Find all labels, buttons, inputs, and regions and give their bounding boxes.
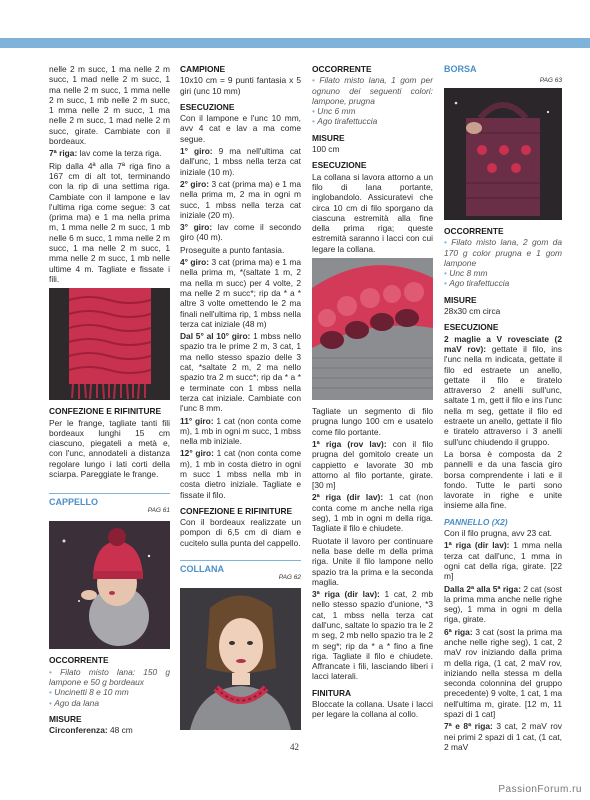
list-item: • Unc 6 mm [312, 106, 433, 116]
paragraph [444, 334, 562, 447]
row-text: 1 cat, 2 mb nello stesso spazio d'unione, *3 cat, 1 mbss nella terza cat dall'unc, saltate lo spazio tra le 2 m seg, 2 mb nello spazio tra le 2 m seg*; rip da * a * fino a fine riga. Tagliate il filo e chiudete. Affrancate i fili, lasciando liberi i lacci laterali. [312, 589, 433, 682]
row-label: 3° giro: [180, 222, 213, 233]
section-heading: OCCORRENTE [444, 226, 504, 236]
row-text: gettate il filo, ins l'unc nella m indicata, gettate il filo ed estraete un anello, gettate il filo e tiratelo attraverso 2 anelli sull'unc, saltate 1 m, gett il filo e ins l'unc nella m seg, gettate il filo ed estraete un anello, gettate il filo e tiratelo attraverso i 3 anelli sull'unc chiudendo il gruppo. [444, 343, 562, 447]
scarf-photo [49, 288, 170, 400]
top-accent-bar [0, 38, 590, 48]
page-reference: PAG 61 [147, 507, 170, 515]
watermark: PassionForum.ru [498, 784, 582, 795]
section-heading: ESECUZIONE [312, 160, 367, 171]
row-text: 3 cat (prima ma) e 1 ma nella prima m, 2 ma in ogni m succ, 1 mbss nella terza cat iniziale (20 m). [180, 178, 301, 220]
paragraph: Con il lampone e l'unc 10 mm, avv 4 cat e lav a ma come segue. [180, 113, 301, 144]
list-item: • Ago tirafettuccia [444, 278, 562, 288]
row-label: 1° giro: [180, 146, 213, 157]
row-label: 12° giro: [180, 448, 214, 459]
necklace-detail-illustration [312, 258, 433, 400]
row-label: 3ª riga (dir lav): [312, 589, 380, 600]
list-item: • Ago tirafettuccia [312, 116, 433, 126]
paragraph [312, 589, 433, 682]
section-header-borsa [444, 64, 562, 84]
paragraph: 10x10 cm = 9 punti fantasia x 5 giri (unc 10 mm) [180, 75, 301, 96]
row-text: 9 ma nell'ultima cat dall'unc, 1 mbss nella terza cat iniziale (10 m). [180, 146, 301, 177]
hat-illustration [49, 521, 170, 649]
scarf-illustration [49, 288, 170, 400]
list-item: • Unc 8 mm [444, 268, 562, 278]
section-heading: MISURE [444, 294, 477, 305]
section-header-cappello [49, 493, 170, 517]
row-text: 3 cat (prima ma) e 1 ma nella prima m, *(saltate 1 m, 2 ma nella m succ) per 4 volte, 2 ma nelle 2 m succ*; rip da * a * altre 3 volte omettendo le 2 ma finali nell'ultima rip, 1 mbss nella terza cat iniziale (48 m) [180, 257, 301, 329]
row-text: lav come la terza riga. [77, 148, 162, 159]
row-text: 1 cat (non conta come m anche nella riga seg), 1 mb in ogni m della riga. Tagliate il filo e chiudete. [312, 492, 434, 534]
list-item: • Filato misto lana: 150 g lampone e 50 g bordeaux [49, 667, 170, 688]
row-text: 2 cat (sost la prima mma anche nelle righe seg), 1 mma in ogni m della riga, girate. [444, 583, 562, 625]
paragraph [180, 448, 301, 499]
column-3 [312, 64, 433, 722]
paragraph [444, 540, 562, 581]
paragraph: nelle 2 m succ, 1 ma nelle 2 m succ, 1 mad nelle 2 m succ, 1 ma nelle 2 m succ, 1 mma nelle 2 m succ, 1 mb nelle 2 m succ, 1 mma nelle 2 m succ, 1 ma nelle 2 m succ, 1 mad nelle 2 m succ, girate. Cambiate con il bordeaux. [49, 64, 170, 147]
row-label: 2 maglie a V rovesciate (2 maV rov): [444, 333, 562, 354]
row-label: 2° giro: [180, 178, 210, 189]
paragraph: Con il filo prugna, avv 23 cat. [444, 528, 553, 539]
paragraph [180, 416, 301, 447]
row-label: 7ª e 8ª riga: [444, 721, 493, 732]
paragraph [180, 257, 301, 329]
section-heading: CONFEZIONE E RIFINITURE [180, 505, 293, 516]
section-title: CAPPELLO [49, 497, 99, 508]
column-1 [49, 64, 170, 737]
section-title: COLLANA [180, 564, 224, 575]
list-item: • Ago da lana [49, 698, 170, 708]
section-heading: PANNELLO (X2) [444, 516, 508, 527]
row-label: 2ª riga (dir lav): [312, 492, 384, 503]
list-item: • Filato misto lana, 2 gom da 170 g color prugna e 1 gom lampone [444, 237, 562, 268]
section-heading: CONFEZIONE E RIFINITURE [49, 406, 162, 417]
paragraph [180, 222, 301, 243]
row-text: 3 cat, 2 maV rov nei primi 2 spazi di 1 cat, (1 cat, 2 maV [444, 721, 562, 752]
section-heading: OCCORRENTE [312, 64, 372, 74]
row-text: 1 cat (non conta come m), 1 mb in costa dietro in ogni m succ 1 mbss nella mb in costa dietro iniziale. Tagliate e fissate il filo. [180, 448, 301, 500]
row-label: 1ª riga (rov lav): [312, 438, 387, 449]
page-reference: PAG 62 [278, 574, 301, 582]
paragraph [49, 725, 170, 735]
row-label: 11° giro: [180, 415, 214, 426]
section-heading: CAMPIONE [180, 64, 226, 74]
necklace-illustration [180, 588, 301, 730]
materials-list [49, 667, 170, 708]
section-heading: ESECUZIONE [444, 322, 499, 333]
row-label: Dalla 2ª alla 5ª riga: [444, 583, 521, 594]
materials-list [444, 237, 562, 288]
paragraph: 28x30 cm circa [444, 306, 501, 317]
row-text: con il filo prugna del gomitolo create un cappietto e lavorate 30 mb attorno al filo portante, girate. [30 m] [312, 438, 433, 491]
bag-illustration [444, 88, 562, 220]
paragraph [312, 492, 433, 533]
row-label: 6ª riga: [444, 626, 473, 637]
paragraph [49, 148, 170, 158]
row-text: 1 cat (non conta come m), 1 mb in ogni m succ, 1 mbss nella mb iniziale. [180, 415, 301, 447]
paragraph: Ruotate il lavoro per continuare nella base delle m della prima riga. Unite il filo lampone nello spazio tra la prima e la seconda maglia. [312, 535, 433, 587]
paragraph [180, 146, 301, 177]
paragraph: 100 cm [312, 144, 340, 155]
paragraph [312, 439, 433, 490]
row-label: 7ª riga: [49, 148, 78, 159]
paragraph: Tagliate un segmento di filo prugna lungo 100 cm e usatelo come filo portante. [312, 406, 433, 437]
paragraph: Bloccate la collana. Usate i lacci per legare la collana al collo. [312, 699, 433, 720]
column-2 [180, 64, 301, 736]
page-reference: PAG 63 [539, 77, 562, 84]
paragraph [180, 179, 301, 220]
paragraph: Rip dalla 4ª alla 7ª riga fino a 167 cm di alt tot, terminando con la rip di una settima riga. Cambiate con il lampone e lav l'ultima riga come segue: 3 cat (prima ma) e 1 ma nella prima m, 1 mma nelle 2 m succ, 1 mb nelle 6 m succ, 1 mma nelle 2 m succ, 1 ma nelle 2 m succ, 1 mma nelle 2 m succ, 1 mb nelle ultime 4 m. Tagliate e fissate i fili. [49, 160, 170, 284]
section-header-collana [180, 560, 301, 584]
section-heading: OCCORRENTE [49, 655, 109, 666]
paragraph [444, 584, 562, 625]
section-heading: ESECUZIONE [180, 101, 235, 112]
hat-photo [49, 521, 170, 649]
section-heading: FINITURA [312, 687, 352, 698]
row-label: Dal 5° al 10° giro: [180, 331, 251, 342]
bag-photo [444, 88, 562, 220]
row-text: 1 mbss nello spazio tra le prime 2 m, 3 cat, 1 ma nello stesso spazio delle 3 cat, *saltate 2 m, 2 ma nello spazio tra 2 m succ*; rip da * a * e terminate con 1 mbss nella terza cat iniziale. Cambiate con l'unc 8 mm. [180, 331, 302, 414]
section-title: BORSA [444, 64, 477, 74]
row-text: 3 cat (sost la prima ma anche nelle righe seg), 1 cat, 2 maV rov iniziando dalla prima m della riga, (1 cat, 2 maV rov, iniziando nella stessa m della seconda colonnina del gruppo precedente) 9 volte, 1 cat, 1 ma nell'ultima m, girate. [12 m, 11 spazi di 1 cat] [444, 626, 562, 720]
necklace-detail-photo [312, 258, 433, 400]
list-item: • Uncinetti 8 e 10 mm [49, 687, 170, 697]
column-4 [444, 64, 562, 754]
paragraph: Per le frange, tagliate tanti fili bordeaux lunghi 15 cm ciascuno, piegateli a metà e, con l'unc, annodateli a distanza regolare lungo i lati corti della sciarpa. Pareggiate le frange. [49, 417, 170, 480]
row-text: lav come il secondo giro (40 m). [180, 222, 301, 243]
row-label: 1ª riga (dir lav): [444, 540, 510, 551]
paragraph: La borsa è composta da 2 pannelli e da una fascia giro borsa comprendente i lati e il fondo. Tutte le parti sono lavorate in righe e unite insieme alla fine. [444, 448, 562, 511]
paragraph [180, 331, 301, 413]
materials-list [312, 75, 433, 126]
section-heading: MISURE [312, 132, 345, 143]
list-item: • Filato misto lana, 1 gom per ognuno dei seguenti colori: lampone, prugna [312, 75, 433, 106]
row-text: 1 mma nella terza cat dall'unc, 1 mma in ogni cat della riga, girate. [22 m] [444, 540, 562, 582]
section-heading: MISURE [49, 713, 82, 724]
row-text: 48 cm [107, 725, 133, 736]
paragraph: Proseguite a punto fantasia. [180, 244, 285, 255]
paragraph: Con il bordeaux realizzate un pompon di 6,5 cm di diam e cucitelo sulla punta del cappello. [180, 517, 301, 548]
paragraph [444, 627, 562, 720]
paragraph: La collana si lavora attorno a un filo di lana portante, inglobandolo. Assicuratevi che circa 10 cm di filo sporgano da ciascuna estremità alla fine della prima riga; queste estremità saranno i lacci con cui legare la collana. [312, 171, 433, 254]
page-number: 42 [290, 742, 299, 752]
paragraph [444, 721, 562, 752]
necklace-photo [180, 588, 301, 730]
row-label: Circonferenza: [49, 725, 108, 736]
row-label: 4° giro: [180, 257, 210, 268]
